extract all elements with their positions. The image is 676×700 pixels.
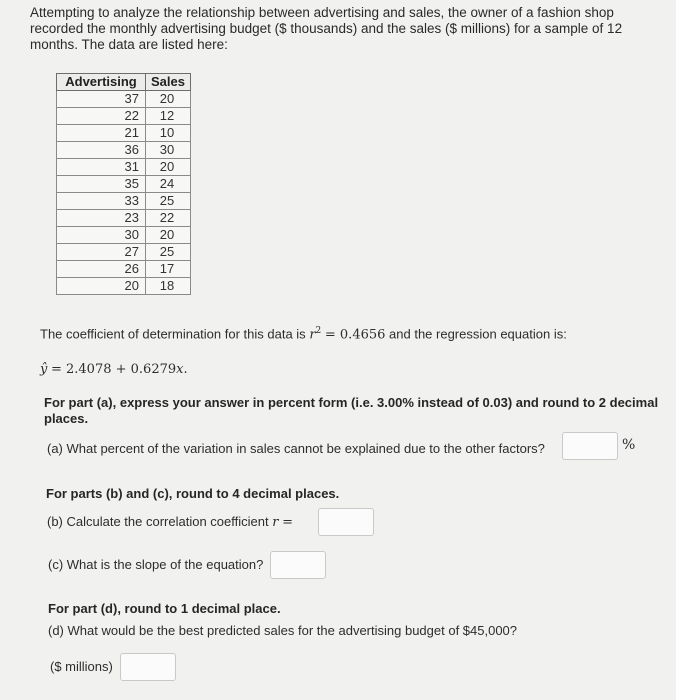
sales-cell: 24 bbox=[146, 176, 191, 193]
advertising-cell: 36 bbox=[57, 142, 146, 159]
equation-rhs: = 2.4078 + 0.6279 bbox=[50, 362, 177, 377]
part-c-question: (c) What is the slope of the equation? bbox=[48, 557, 264, 572]
problem-intro: Attempting to analyze the relationship between advertising and sales, the owner of a fashion shop recorded the monthly advertising budget ($ thousands) and the sales ($ millions) for a sample of 12 months. The data are listed here: bbox=[30, 5, 623, 52]
advertising-cell: 30 bbox=[57, 227, 146, 244]
part-d-answer-input[interactable] bbox=[120, 653, 176, 681]
sales-cell: 30 bbox=[146, 142, 191, 159]
advertising-cell: 35 bbox=[57, 176, 146, 193]
sales-cell: 12 bbox=[146, 108, 191, 125]
table-row bbox=[57, 244, 191, 261]
r-squared-value: = 0.4656 bbox=[324, 327, 386, 343]
percent-unit: % bbox=[622, 437, 636, 453]
table-row bbox=[57, 125, 191, 142]
part-b-question-line bbox=[47, 514, 293, 530]
advertising-cell: 21 bbox=[57, 125, 146, 142]
r-exponent: 2 bbox=[315, 326, 322, 336]
table-row bbox=[57, 108, 191, 125]
part-a-question: (a) What percent of the variation in sales cannot be explained due to the other factors? bbox=[47, 441, 545, 456]
sales-cell: 20 bbox=[146, 227, 191, 244]
regression-equation bbox=[40, 361, 188, 377]
data-table bbox=[56, 73, 191, 295]
table-row bbox=[57, 227, 191, 244]
table-row bbox=[57, 210, 191, 227]
table-row bbox=[57, 91, 191, 108]
sales-cell: 22 bbox=[146, 210, 191, 227]
part-c-answer-input[interactable] bbox=[270, 551, 326, 579]
coefficient-sentence bbox=[40, 326, 567, 342]
part-b-question: (b) Calculate the correlation coefficient bbox=[47, 514, 269, 529]
part-b-equals: = bbox=[282, 515, 293, 530]
sales-cell: 18 bbox=[146, 278, 191, 295]
advertising-cell: 33 bbox=[57, 193, 146, 210]
part-a-answer-input[interactable] bbox=[562, 432, 618, 460]
part-bc-instruction: For parts (b) and (c), round to 4 decimal places. bbox=[46, 486, 340, 501]
part-d-instruction: For part (d), round to 1 decimal place. bbox=[48, 601, 281, 616]
sales-cell: 20 bbox=[146, 91, 191, 108]
table-header-row bbox=[57, 74, 191, 91]
table-row bbox=[57, 278, 191, 295]
advertising-cell: 37 bbox=[57, 91, 146, 108]
part-d-question: (d) What would be the best predicted sales for the advertising budget of $45,000? bbox=[48, 623, 518, 638]
equation-end: . bbox=[183, 362, 188, 377]
r-symbol-b: r bbox=[272, 515, 279, 530]
advertising-cell: 22 bbox=[57, 108, 146, 125]
sales-cell: 25 bbox=[146, 244, 191, 261]
part-b-answer-input[interactable] bbox=[318, 508, 374, 536]
advertising-cell: 31 bbox=[57, 159, 146, 176]
sales-cell: 17 bbox=[146, 261, 191, 278]
table-row bbox=[57, 142, 191, 159]
sales-cell: 20 bbox=[146, 159, 191, 176]
header-advertising: Advertising bbox=[57, 74, 146, 91]
r-symbol: r bbox=[309, 327, 316, 343]
advertising-cell: 27 bbox=[57, 244, 146, 261]
header-sales: Sales bbox=[146, 74, 191, 91]
coefficient-text: The coefficient of determination for this data is bbox=[40, 326, 306, 342]
advertising-cell: 23 bbox=[57, 210, 146, 227]
sales-cell: 10 bbox=[146, 125, 191, 142]
coefficient-tail: and the regression equation is: bbox=[389, 326, 567, 342]
table-row bbox=[57, 176, 191, 193]
table-row bbox=[57, 193, 191, 210]
advertising-cell: 20 bbox=[57, 278, 146, 295]
part-a-instruction: For part (a), express your answer in percent form (i.e. 3.00% instead of 0.03) and round to 2 decimal places. bbox=[44, 395, 659, 426]
y-hat-symbol: ŷ bbox=[40, 362, 48, 377]
advertising-cell: 26 bbox=[57, 261, 146, 278]
millions-unit-label: ($ millions) bbox=[50, 659, 113, 674]
table-row bbox=[57, 261, 191, 278]
table-row bbox=[57, 159, 191, 176]
sales-cell: 25 bbox=[146, 193, 191, 210]
equation-variable: x bbox=[176, 362, 184, 377]
